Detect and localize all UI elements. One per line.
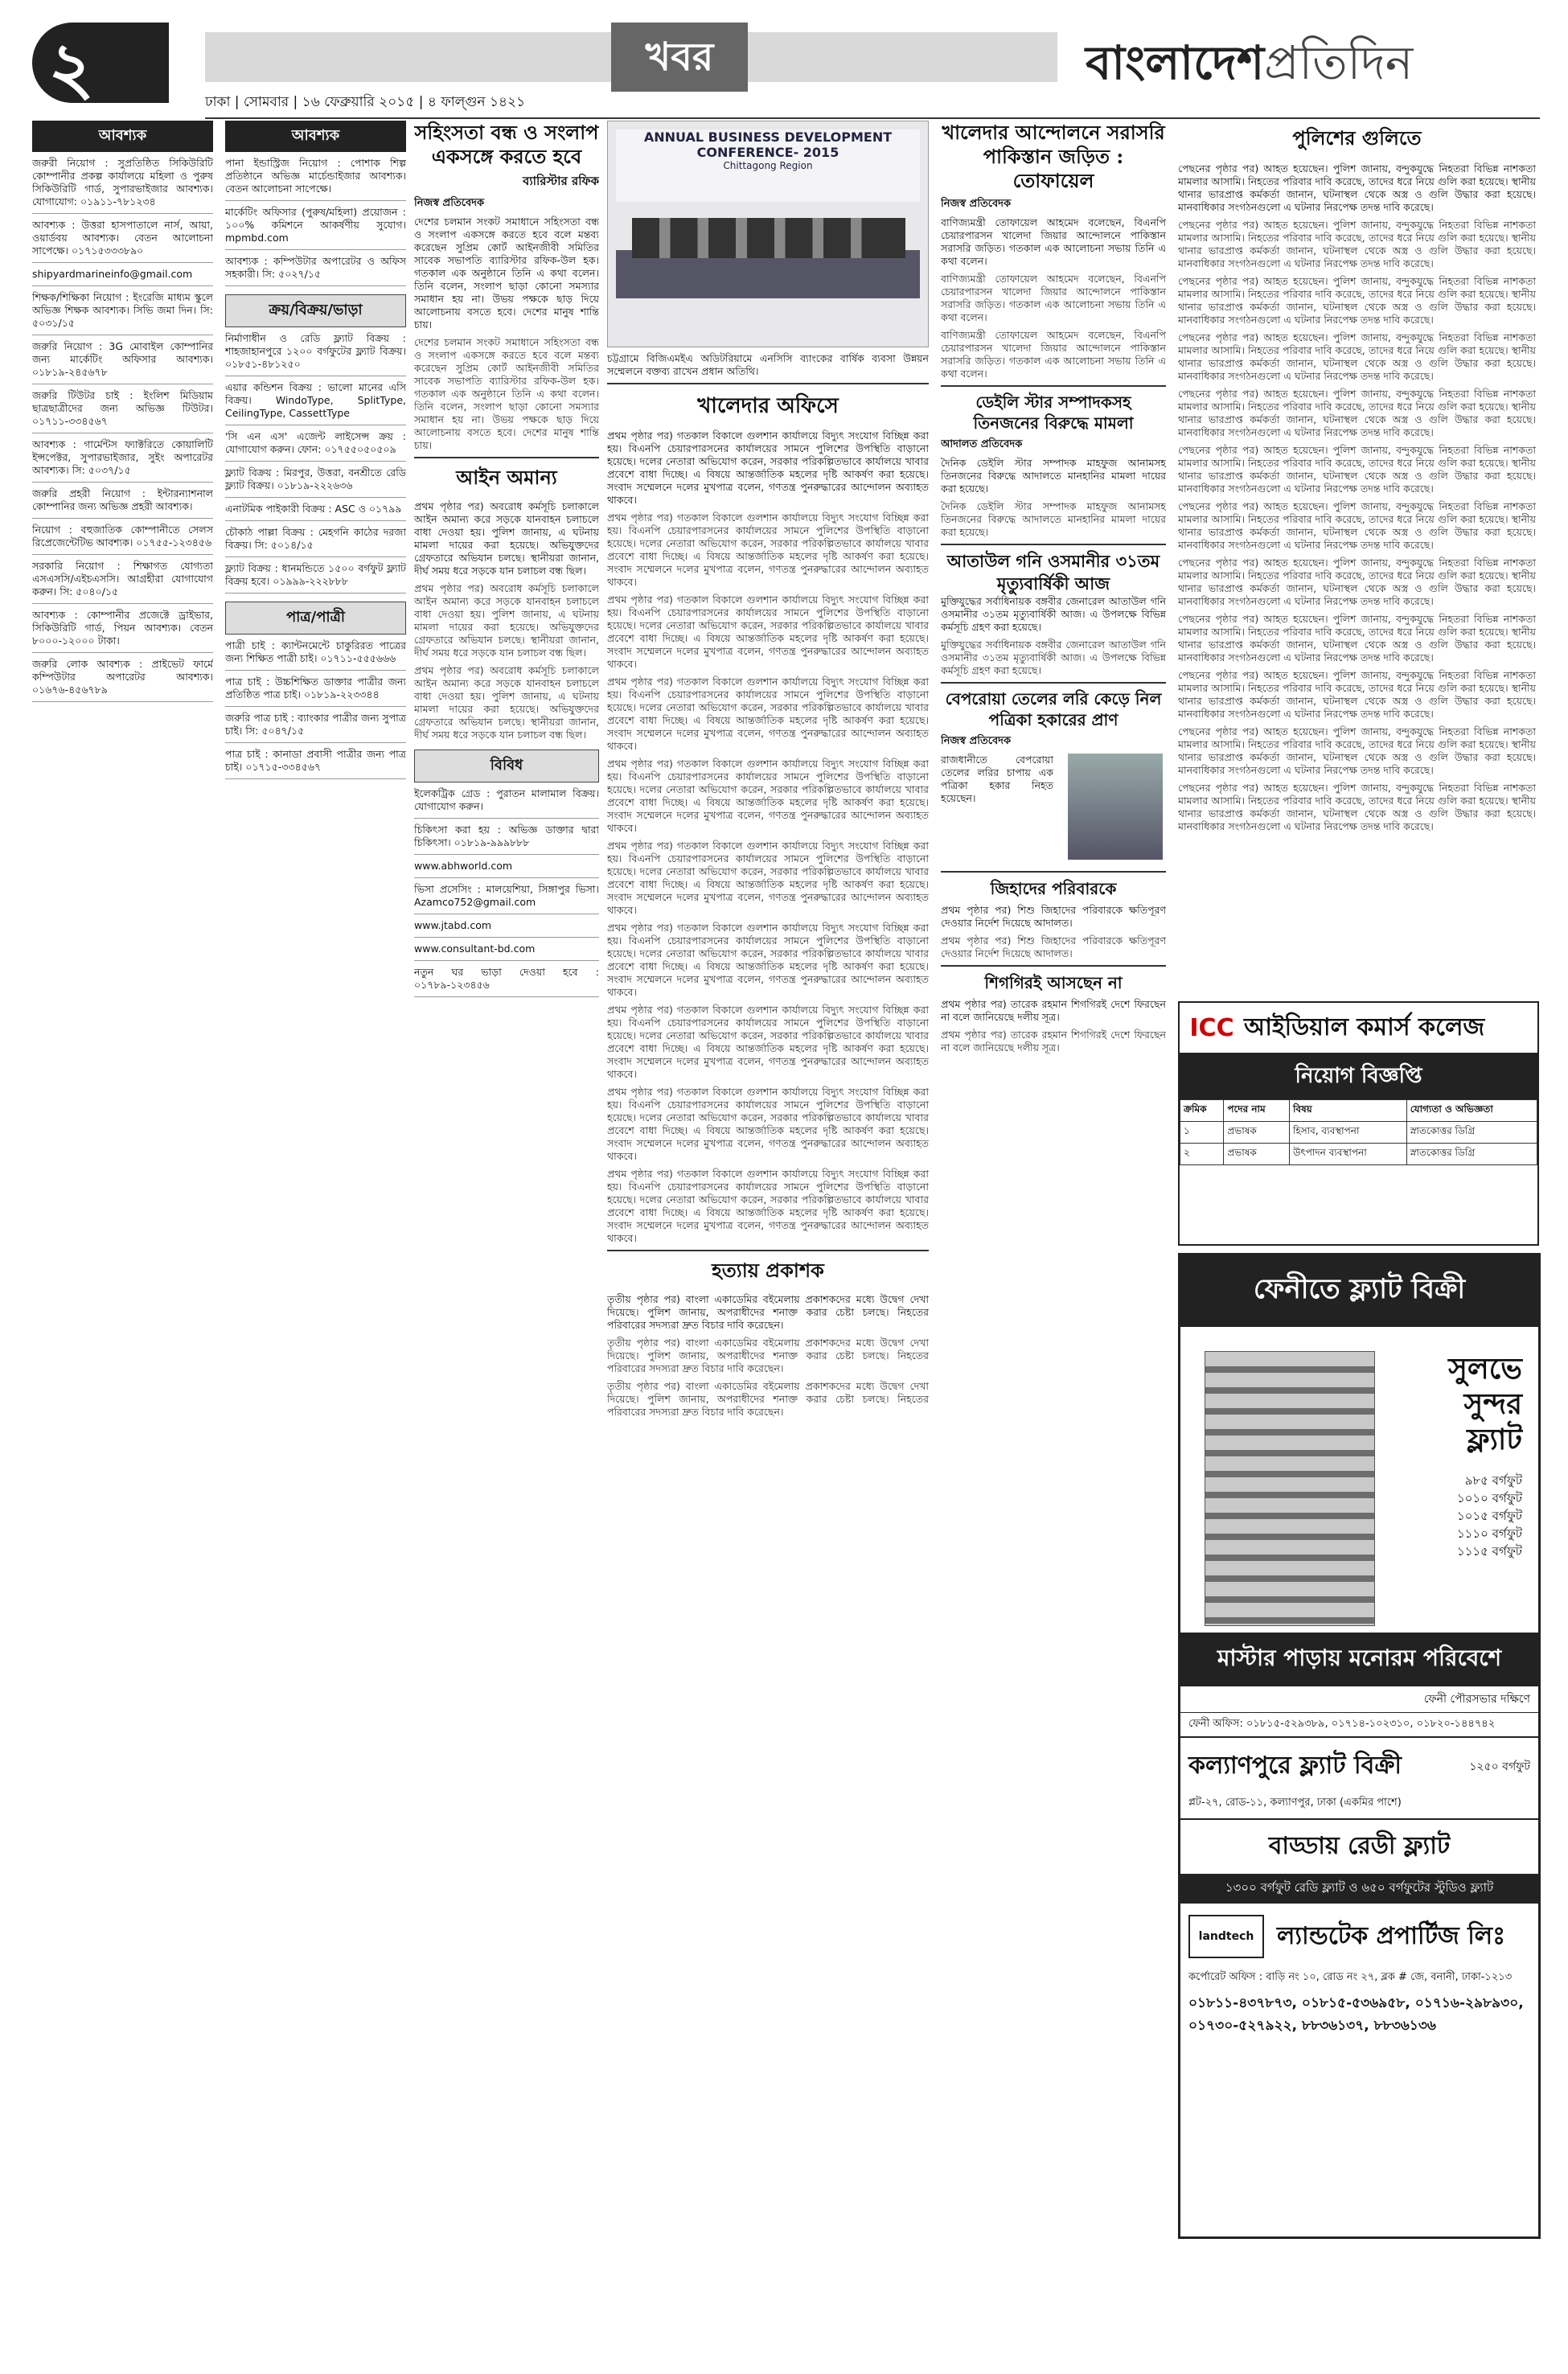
category-heading: আবশ্যক [225,121,406,152]
divider [414,818,599,819]
divider [225,742,406,743]
byline: নিজস্ব প্রতিবেদক [941,198,1012,210]
divider [607,383,929,384]
classified-ad: shipyardmarineinfo@gmail.com [32,268,193,280]
divider [414,877,599,878]
banner-line-2: CONFERENCE- 2015 [696,145,839,160]
feni-phone[interactable]: ফেনী অফিস: ০১৮১৫-৫২৯৩৮৯, ০১৭১৪-১০২৩১০, ০১৮২০-১৪৪৭৪২ [1180,1712,1538,1736]
headline-subtitle: ব্যারিস্টার রফিক [522,174,599,188]
classified-ad: ফ্ল্যাট বিক্রয় : মিরপুর, উত্তরা, বনশ্রীতে রেডি ফ্ল্যাট বিক্রয়। ০১৮১৯-২২২৬৩৬ [225,466,406,491]
article-body-continued: প্রথম পৃষ্ঠার পর) গতকাল বিকালে গুলশান কার্যালয়ে বিদ্যুৎ সংযোগ বিচ্ছিন্ন করা হয়। বিএনপি চেয়ারপারসনের কার্যালয়ের সামনে পুলিশের উপস্থিতি বাড়ানো হয়েছে। দলের নেতারা অভিযোগ করেন, সরকার পরিকল্পিতভাবে কার্যালয়ে খাবার প্রবেশে বাধা দিচ্ছে। এ বিষয়ে আন্তর্জাতিক মহলের দৃষ্টি আকর্ষণ করা হয়েছে। সংবাদ সম্মেলনে দলের মুখপাত্র বলেন, গণতন্ত্র পুনরুদ্ধারের আন্দোলন অব্যাহত থাকবে। [607,1086,929,1162]
divider [32,652,213,653]
dateline: ঢাকা | সোমবার | ১৬ ফেব্রুয়ারি ২০১৫ | ৪ ফাল্গুন ১৪২১ [205,92,1540,119]
headline-publisher[interactable]: হত্যায় প্রকাশক [712,1259,824,1282]
table-row [1180,1144,1537,1165]
flat-size: ১১১৫ বর্গফুট [1456,1544,1522,1559]
flat-size: ১০১৫ বর্গফুট [1456,1509,1522,1523]
article-body-continued: প্রথম পৃষ্ঠার পর) গতকাল বিকালে গুলশান কার্যালয়ে বিদ্যুৎ সংযোগ বিচ্ছিন্ন করা হয়। বিএনপি চেয়ারপারসনের কার্যালয়ের সামনে পুলিশের উপস্থিতি বাড়ানো হয়েছে। দলের নেতারা অভিযোগ করেন, সরকার পরিকল্পিতভাবে কার্যালয়ে খাবার প্রবেশে বাধা দিচ্ছে। এ বিষয়ে আন্তর্জাতিক মহলের দৃষ্টি আকর্ষণ করা হয়েছে। সংবাদ সম্মেলনে দলের মুখপাত্র বলেন, গণতন্ত্র পুনরুদ্ধারের আন্দোলন অব্যাহত থাকবে। [607,511,929,588]
divider [32,701,213,702]
headline-law[interactable]: আইন অমান্য [456,466,557,489]
tagline-2: সুন্দর [1463,1387,1522,1421]
divider [225,200,406,201]
classified-ad: শিক্ষক/শিক্ষিকা নিয়োগ : ইংরেজি মাধ্যম স্কুলে অভিজ্ঞ শিক্ষক আবশ্যক। সিভি জমা দিন। সি: ৫০৩১/১৫ [32,291,213,329]
headline-khaleda-office[interactable]: খালেদার অফিসে [697,394,839,418]
classifieds-column-2 [225,121,406,2364]
article-body-continued: প্রথম পৃষ্ঠার পর) গতকাল বিকালে গুলশান কার্যালয়ে বিদ্যুৎ সংযোগ বিচ্ছিন্ন করা হয়। বিএনপি চেয়ারপারসনের কার্যালয়ের সামনে পুলিশের উপস্থিতি বাড়ানো হয়েছে। দলের নেতারা অভিযোগ করেন, সরকার পরিকল্পিতভাবে কার্যালয়ে খাবার প্রবেশে বাধা দিচ্ছে। এ বিষয়ে আন্তর্জাতিক মহলের দৃষ্টি আকর্ষণ করা হয়েছে। সংবাদ সম্মেলনে দলের মুখপাত্র বলেন, গণতন্ত্র পুনরুদ্ধারের আন্দোলন অব্যাহত থাকবে। [607,922,929,998]
classified-ad: আবশ্যক : কম্পিউটার অপারেটর ও অফিস সহকারী। সি: ৫০২৭/১৫ [225,255,406,280]
headline-oil-lorry[interactable]: বেপরোয়া তেলের লরি কেড়ে নিল পত্রিকা হকারের প্রাণ [945,689,1162,729]
flat-size: ৯৮৫ বর্গফুট [1464,1473,1522,1488]
divider [225,520,406,521]
classifieds-column-1 [32,121,213,2364]
article-body: রাজধানীতে বেপরোয়া তেলের লরির চাপায় এক পত্রিকা হকার নিহত হয়েছেন। [941,754,1053,804]
kalyanpur-address: প্লট-২৭, রোড-১১, কল্যাণপুর, ঢাকা (একমির পাশে) [1188,1797,1402,1809]
article-body-continued: প্রথম পৃষ্ঠার পর) শিশু জিহাদের পরিবারকে ক্ষতিপূরণ দেওয়ার নির্দেশ দিয়েছে আদালত। [941,934,1166,959]
classified-list [225,157,406,286]
newspaper-brand[interactable] [1086,27,1536,92]
category-heading-buy-sell: ক্রয়/বিক্রয়/ভাড়া [225,294,406,327]
divider [32,518,213,519]
category-heading-misc: বিবিধ [414,750,599,782]
classified-ad: www.jtabd.com [414,919,492,931]
classified-ad: আবশ্যক : উত্তরা হাসপাতালে নার্স, আয়া, ওয়ার্ডবয় আবশ্যক। বেতন আলোচনা সাপেক্ষে। ০১৭১৫৩৩৩৮৯০ [32,219,213,257]
table-header-cell: ক্রমিক [1180,1100,1224,1122]
divider [414,960,599,961]
article-body-continued: প্রথম পৃষ্ঠার পর) গতকাল বিকালে গুলশান কার্যালয়ে বিদ্যুৎ সংযোগ বিচ্ছিন্ন করা হয়। বিএনপি চেয়ারপারসনের কার্যালয়ের সামনে পুলিশের উপস্থিতি বাড়ানো হয়েছে। দলের নেতারা অভিযোগ করেন, সরকার পরিকল্পিতভাবে কার্যালয়ে খাবার প্রবেশে বাধা দিচ্ছে। এ বিষয়ে আন্তর্জাতিক মহলের দৃষ্টি আকর্ষণ করা হয়েছে। সংবাদ সম্মেলনে দলের মুখপাত্র বলেন, গণতন্ত্র পুনরুদ্ধারের আন্দোলন অব্যাহত থাকবে। [607,1004,929,1080]
classified-ad: এনাটমিক পাইকারী বিক্রয় : ASC ও ০১৭৯৯ [225,503,402,515]
article-body-continued: পেছনের পৃষ্ঠার পর) আহত হয়েছেন। পুলিশ জানায়, বন্দুকযুদ্ধে নিহতরা বিভিন্ন নাশকতা মামলার আসামি। নিহতের পরিবার দাবি করেছে, তাদের ধরে নিয়ে গুলি করা হয়েছে। স্থানীয় থানার ভারপ্রাপ্ত কর্মকর্তা জানান, ঘটনাস্থল থেকে অস্ত্র ও গুলি উদ্ধার করা হয়েছে। মানবাধিকার সংগঠনগুলো এ ঘটনার নিরপেক্ষ তদন্ত দাবি করেছে। [1178,725,1536,776]
article-body-continued: পেছনের পৃষ্ঠার পর) আহত হয়েছেন। পুলিশ জানায়, বন্দুকযুদ্ধে নিহতরা বিভিন্ন নাশকতা মামলার আসামি। নিহতের পরিবার দাবি করেছে, তাদের ধরে নিয়ে গুলি করা হয়েছে। স্থানীয় থানার ভারপ্রাপ্ত কর্মকর্তা জানান, ঘটনাস্থল থেকে অস্ত্র ও গুলি উদ্ধার করা হয়েছে। মানবাধিকার সংগঠনগুলো এ ঘটনার নিরপেক্ষ তদন্ত দাবি করেছে। [1178,219,1536,269]
article-body-continued: পেছনের পৃষ্ঠার পর) আহত হয়েছেন। পুলিশ জানায়, বন্দুকযুদ্ধে নিহতরা বিভিন্ন নাশকতা মামলার আসামি। নিহতের পরিবার দাবি করেছে, তাদের ধরে নিয়ে গুলি করা হয়েছে। স্থানীয় থানার ভারপ্রাপ্ত কর্মকর্তা জানান, ঘটনাস্থল থেকে অস্ত্র ও গুলি উদ্ধার করা হয়েছে। মানবাধিকার সংগঠনগুলো এ ঘটনার নিরপেক্ষ তদন্ত দাবি করেছে। [1178,388,1536,438]
classified-list [225,639,406,779]
article-body-continued: বাণিজ্যমন্ত্রী তোফায়েল আহমেদ বলেছেন, বিএনপি চেয়ারপারসন খালেদা জিয়ার আন্দোলনে পাকিস্তান সরাসরি জড়িত। গতকাল এক আলোচনা সভায় তিনি এ কথা বলেন। [941,273,1166,323]
article-body-continued: দেশের চলমান সংকট সমাধানে সহিংসতা বন্ধ ও সংলাপ একসঙ্গে করতে হবে বলে মন্তব্য করেছেন সুপ্রিম কোর্ট আইনজীবী সমিতির সাবেক সভাপতি ব্যারিস্টার রফিক-উল হক। গতকাল এক অনুষ্ঠানে তিনি এ কথা বলেন। তিনি বলেন, সংলাপ ছাড়া কোনো সমস্যার সমাধান হয় না। উভয় পক্ষকে ছাড় দিয়ে আলোচনায় বসতে হবে। দেশের মানুষ শান্তি চায়। [414,336,599,451]
kalyanpur-size: ১২৫০ বর্গফুট [1469,1760,1530,1773]
flat-size: ১০১০ বর্গফুট [1456,1491,1522,1505]
table-header-cell: বিষয় [1289,1100,1406,1122]
news-column-3 [414,121,599,2364]
article-body: তৃতীয় পৃষ্ঠার পর) বাংলা একাডেমির বইমেলায় প্রকাশকদের মধ্যে উদ্বেগ দেখা দিয়েছে। পুলিশ জানায়, অপরাধীদের শনাক্ত করার চেষ্টা চলছে। নিহতের পরিবারের সদস্যরা দ্রুত বিচার দাবি করেছেন। [607,1293,929,1331]
classified-ad: জরুরি পাত্র চাই : ব্যাংকার পাত্রীর জন্য সুপাত্র চাই। সি: ৫০৪৭/১৫ [225,712,406,737]
article-body: মুক্তিযুদ্ধের সর্বাধিনায়ক বঙ্গবীর জেনারেল আতাউল গনি ওসমানীর ৩১তম মৃত্যুবার্ষিকী আজ। এ উপলক্ষে বিভিন্ন কর্মসূচি গ্রহণ করা হয়েছে। [941,595,1166,633]
classified-ad: জরুরী নিয়োগ : সুপ্রতিষ্ঠিত সিকিউরিটি কোম্পানীর প্রকল্প কার্যালয়ে মহিলা ও পুরুষ সিকিউরিটি গার্ড, সুপারভাইজার আবশ্যক। যোগাযোগ: ০১৯১১-৭৮১২৩৪ [32,157,213,207]
divider [941,544,1166,545]
article-body-continued: প্রথম পৃষ্ঠার পর) গতকাল বিকালে গুলশান কার্যালয়ে বিদ্যুৎ সংযোগ বিচ্ছিন্ন করা হয়। বিএনপি চেয়ারপারসনের কার্যালয়ের সামনে পুলিশের উপস্থিতি বাড়ানো হয়েছে। দলের নেতারা অভিযোগ করেন, সরকার পরিকল্পিতভাবে কার্যালয়ে খাবার প্রবেশে বাধা দিচ্ছে। এ বিষয়ে আন্তর্জাতিক মহলের দৃষ্টি আকর্ষণ করা হয়েছে। সংবাদ সম্মেলনে দলের মুখপাত্র বলেন, গণতন্ত্র পুনরুদ্ধারের আন্দোলন অব্যাহত থাকবে। [607,594,929,670]
landtech-name: ল্যান্ডটেক প্রপার্টিজ লিঃ [1277,1921,1506,1950]
divider [225,461,406,462]
table-cell: উৎপাদন ব্যবস্থাপনা [1289,1144,1406,1165]
table-cell: ১ [1180,1122,1224,1144]
table-cell: ২ [1180,1144,1224,1165]
byline: নিজস্ব প্রতিবেদক [414,197,485,209]
divider [225,285,406,286]
news-column-4 [607,121,929,2364]
classified-ad: নিয়োগ : বহুজাতিক কোম্পানীতে সেলস রিপ্রেজেন্টেটিভ আবশ্যক। ০১৭৫৫-১২৩৪৫৬ [32,524,213,548]
article-body-continued: প্রথম পৃষ্ঠার পর) অবরোধ কর্মসূচি চলাকালে আইন অমান্য করে সড়কে যানবাহন চলাচলে বাধা দেওয়া হয়। পুলিশ জানায়, এ ঘটনায় মামলা দায়ের করা হয়েছে। অভিযুক্তদের গ্রেফতারে অভিযান চলছে। স্থানীয়রা জানান, দীর্ঘ সময় ধরে সড়কে যান চলাচল বন্ধ ছিল। [414,664,599,741]
classified-ad: পাত্র চাই : উচ্চশিক্ষিত ডাক্তার পাত্রীর জন্য প্রতিষ্ঠিত পাত্র চাই। ০১৮১৯-২২৩৩৪৪ [225,676,406,700]
brand-part-1: বাংলাদেশ [1086,35,1265,90]
divider [32,554,213,555]
vacancy-table [1180,1099,1537,1165]
victim-photo [1068,754,1163,860]
page-number: ২ [48,26,95,109]
feni-location: মাস্টার পাড়ায় মনোরম পরিবেশে [1180,1633,1538,1686]
table-header-cell: পদের নাম [1224,1100,1290,1122]
kalyanpur-title: কল্যাণপুরে ফ্ল্যাট বিক্রী [1188,1752,1402,1780]
flat-size-list [1457,1472,1522,1560]
tagline-3: ফ্ল্যাট [1467,1423,1522,1456]
headline-tarique[interactable]: শিগগিরই আসছেন না [984,973,1123,992]
recruitment-notice-title: নিয়োগ বিজ্ঞপ্তি [1180,1054,1537,1099]
banner-line-1: ANNUAL BUSINESS DEVELOPMENT [643,129,893,145]
classified-ad: আবশ্যক : কোম্পানীর প্রজেক্টে ড্রাইভার, সিকিউরিটি গার্ড, পিয়ন আবশ্যক। বেতন ৮০০০-১২০০০ টাকা। [32,609,213,647]
byline: আদালত প্রতিবেদক [941,438,1023,450]
feni-ad-title: ফেনীতে ফ্ল্যাট বিক্রী [1180,1255,1538,1327]
article-body-continued: পেছনের পৃষ্ঠার পর) আহত হয়েছেন। পুলিশ জানায়, বন্দুকযুদ্ধে নিহতরা বিভিন্ন নাশকতা মামলার আসামি। নিহতের পরিবার দাবি করেছে, তাদের ধরে নিয়ে গুলি করা হয়েছে। স্থানীয় থানার ভারপ্রাপ্ত কর্মকর্তা জানান, ঘটনাস্থল থেকে অস্ত্র ও গুলি উদ্ধার করা হয়েছে। মানবাধিকার সংগঠনগুলো এ ঘটনার নিরপেক্ষ তদন্ত দাবি করেছে। [1178,557,1536,607]
headline-osmani[interactable]: আতাউল গনি ওসমানীর ৩১তম মৃত্যুবার্ষিকী আজ [946,551,1160,594]
panel-members [632,218,905,258]
divider [32,603,213,604]
conference-photo [607,121,929,347]
classified-list [414,787,599,997]
classified-ad: নতুন ঘর ভাড়া দেওয়া হবে : ০১৭৮৯-১২৩৪৫৬ [414,966,599,991]
classified-ad: 'সি এন এস' এজেন্ট লাইসেন্স ক্রয় : যোগাযোগ করুন। ফোন: ০১৭৫৫০৫০৫০৯ [225,430,406,455]
classified-ad: জরুরি প্রহরী নিয়োগ : ইন্টারন্যাশনাল কোম্পানির জন্য অভিজ্ঞ প্রহরী আবশ্যক। [32,487,213,512]
article-body-continued: তৃতীয় পৃষ্ঠার পর) বাংলা একাডেমির বইমেলায় প্রকাশকদের মধ্যে উদ্বেগ দেখা দিয়েছে। পুলিশ জানায়, অপরাধীদের শনাক্ত করার চেষ্টা চলছে। নিহতের পরিবারের সদস্যরা দ্রুত বিচার দাবি করেছেন। [607,1337,929,1374]
article-body-continued: পেছনের পৃষ্ঠার পর) আহত হয়েছেন। পুলিশ জানায়, বন্দুকযুদ্ধে নিহতরা বিভিন্ন নাশকতা মামলার আসামি। নিহতের পরিবার দাবি করেছে, তাদের ধরে নিয়ে গুলি করা হয়েছে। স্থানীয় থানার ভারপ্রাপ্ত কর্মকর্তা জানান, ঘটনাস্থল থেকে অস্ত্র ও গুলি উদ্ধার করা হয়েছে। মানবাধিকার সংগঠনগুলো এ ঘটনার নিরপেক্ষ তদন্ত দাবি করেছে। [1178,782,1536,832]
brand-part-2: প্রতিদিন [1264,35,1414,90]
divider [941,682,1166,684]
headline-tofail[interactable]: খালেদার আন্দোলনে সরাসরি পাকিস্তান জড়িত : তোফায়েল [942,121,1165,192]
divider [414,996,599,997]
divider [225,593,406,594]
section-title: খবর [611,23,748,92]
article-body-continued: প্রথম পৃষ্ঠার পর) গতকাল বিকালে গুলশান কার্যালয়ে বিদ্যুৎ সংযোগ বিচ্ছিন্ন করা হয়। বিএনপি চেয়ারপারসনের কার্যালয়ের সামনে পুলিশের উপস্থিতি বাড়ানো হয়েছে। দলের নেতারা অভিযোগ করেন, সরকার পরিকল্পিতভাবে কার্যালয়ে খাবার প্রবেশে বাধা দিচ্ছে। এ বিষয়ে আন্তর্জাতিক মহলের দৃষ্টি আকর্ষণ করা হয়েছে। সংবাদ সম্মেলনে দলের মুখপাত্র বলেন, গণতন্ত্র পুনরুদ্ধারের আন্দোলন অব্যাহত থাকবে। [607,1168,929,1244]
classified-list [32,157,213,702]
divider [941,871,1166,873]
divider [32,213,213,214]
table-cell: প্রভাষক [1224,1144,1290,1165]
classified-ad: পাত্র চাই : কানাডা প্রবাসী পাত্রীর জন্য পাত্র চাই। ০১৭১৫-৩৩৪৫৬৭ [225,748,406,773]
masthead [0,0,1568,110]
article-body: বাণিজ্যমন্ত্রী তোফায়েল আহমেদ বলেছেন, বিএনপি চেয়ারপারসন খালেদা জিয়ার আন্দোলনে পাকিস্তান সরাসরি জড়িত। গতকাল এক আলোচনা সভায় তিনি এ কথা বলেন। [941,216,1166,267]
article-body-continued: প্রথম পৃষ্ঠার পর) গতকাল বিকালে গুলশান কার্যালয়ে বিদ্যুৎ সংযোগ বিচ্ছিন্ন করা হয়। বিএনপি চেয়ারপারসনের কার্যালয়ের সামনে পুলিশের উপস্থিতি বাড়ানো হয়েছে। দলের নেতারা অভিযোগ করেন, সরকার পরিকল্পিতভাবে কার্যালয়ে খাবার প্রবেশে বাধা দিচ্ছে। এ বিষয়ে আন্তর্জাতিক মহলের দৃষ্টি আকর্ষণ করা হয়েছে। সংবাদ সম্মেলনে দলের মুখপাত্র বলেন, গণতন্ত্র পুনরুদ্ধারের আন্দোলন অব্যাহত থাকবে। [607,840,929,916]
divider [414,937,599,938]
flat-size: ১১১০ বর্গফুট [1456,1526,1522,1541]
baddha-sub: ১৩০০ বর্গফুট রেডি ফ্ল্যাট ও ৬৫০ বর্গফুটের স্টুডিও ফ্ল্যাট [1180,1874,1538,1904]
baddha-title: বাড্ডায় রেডী ফ্ল্যাট [1180,1818,1538,1874]
article-body-continued: দৈনিক ডেইলি স্টার সম্পাদক মাহফুজ আনামসহ তিনজনের বিরুদ্ধে আদালতে মানহানির মামলা দায়ের করা হয়েছে। [941,500,1166,538]
article-body-continued: পেছনের পৃষ্ঠার পর) আহত হয়েছেন। পুলিশ জানায়, বন্দুকযুদ্ধে নিহতরা বিভিন্ন নাশকতা মামলার আসামি। নিহতের পরিবার দাবি করেছে, তাদের ধরে নিয়ে গুলি করা হয়েছে। স্থানীয় থানার ভারপ্রাপ্ত কর্মকর্তা জানান, ঘটনাস্থল থেকে অস্ত্র ও গুলি উদ্ধার করা হয়েছে। মানবাধিকার সংগঠনগুলো এ ঘটনার নিরপেক্ষ তদন্ত দাবি করেছে। [1178,669,1536,720]
divider [32,482,213,483]
photo-caption: চট্টগ্রামে বিজিএমইএ অডিটরিয়ামে এনসিসি ব্যাংকের বার্ষিক ব্যবসা উন্নয়ন সম্মেলনে বক্তব্য রাখেন প্রধান অতিথি। [607,352,929,377]
college-name: আইডিয়াল কমার্স কলেজ [1244,1012,1485,1041]
divider [32,285,213,286]
article-body: দেশের চলমান সংকট সমাধানে সহিংসতা বন্ধ ও সংলাপ একসঙ্গে করতে হবে বলে মন্তব্য করেছেন সুপ্রিম কোর্ট আইনজীবী সমিতির সাবেক সভাপতি ব্যারিস্টার রফিক-উল হক। গতকাল এক অনুষ্ঠানে তিনি এ কথা বলেন। তিনি বলেন, সংলাপ ছাড়া কোনো সমস্যার সমাধান হয় না। উভয় পক্ষকে ছাড় দিয়ে আলোচনায় বসতে হবে। দেশের মানুষ শান্তি চায়। [414,216,599,331]
divider [225,706,406,707]
table-cell: হিসাব, ব্যবস্থাপনা [1289,1122,1406,1144]
classified-ad: মার্কেটিং অফিসার (পুরুষ/মহিলা) প্রয়োজন : ১০০% কমিশনে আকর্ষণীয় সুযোগ। mpmbd.com [225,206,406,244]
table-cell: স্নাতকোত্তর ডিগ্রি [1406,1122,1537,1144]
article-body: প্রথম পৃষ্ঠার পর) গতকাল বিকালে গুলশান কার্যালয়ে বিদ্যুৎ সংযোগ বিচ্ছিন্ন করা হয়। বিএনপি চেয়ারপারসনের কার্যালয়ের সামনে পুলিশের উপস্থিতি বাড়ানো হয়েছে। দলের নেতারা অভিযোগ করেন, সরকার পরিকল্পিতভাবে কার্যালয়ে খাবার প্রবেশে বাধা দিচ্ছে। এ বিষয়ে আন্তর্জাতিক মহলের দৃষ্টি আকর্ষণ করা হয়েছে। সংবাদ সম্মেলনে দলের মুখপাত্র বলেন, গণতন্ত্র পুনরুদ্ধারের আন্দোলন অব্যাহত থাকবে। [607,429,929,506]
article-body-continued: পেছনের পৃষ্ঠার পর) আহত হয়েছেন। পুলিশ জানায়, বন্দুকযুদ্ধে নিহতরা বিভিন্ন নাশকতা মামলার আসামি। নিহতের পরিবার দাবি করেছে, তাদের ধরে নিয়ে গুলি করা হয়েছে। স্থানীয় থানার ভারপ্রাপ্ত কর্মকর্তা জানান, ঘটনাস্থল থেকে অস্ত্র ও গুলি উদ্ধার করা হয়েছে। মানবাধিকার সংগঠনগুলো এ ঘটনার নিরপেক্ষ তদন্ত দাবি করেছে। [1178,444,1536,495]
article-body-continued: পেছনের পৃষ্ঠার পর) আহত হয়েছেন। পুলিশ জানায়, বন্দুকযুদ্ধে নিহতরা বিভিন্ন নাশকতা মামলার আসামি। নিহতের পরিবার দাবি করেছে, তাদের ধরে নিয়ে গুলি করা হয়েছে। স্থানীয় থানার ভারপ্রাপ্ত কর্মকর্তা জানান, ঘটনাস্থল থেকে অস্ত্র ও গুলি উদ্ধার করা হয়েছে। মানবাধিকার সংগঠনগুলো এ ঘটনার নিরপেক্ষ তদন্ত দাবি করেছে। [1178,613,1536,663]
category-heading: আবশ্যক [32,121,213,152]
article-body-continued: পেছনের পৃষ্ঠার পর) আহত হয়েছেন। পুলিশ জানায়, বন্দুকযুদ্ধে নিহতরা বিভিন্ন নাশকতা মামলার আসামি। নিহতের পরিবার দাবি করেছে, তাদের ধরে নিয়ে গুলি করা হয়েছে। স্থানীয় থানার ভারপ্রাপ্ত কর্মকর্তা জানান, ঘটনাস্থল থেকে অস্ত্র ও গুলি উদ্ধার করা হয়েছে। মানবাধিকার সংগঠনগুলো এ ঘটনার নিরপেক্ষ তদন্ত দাবি করেছে। [1178,331,1536,382]
article-body-continued: প্রথম পৃষ্ঠার পর) গতকাল বিকালে গুলশান কার্যালয়ে বিদ্যুৎ সংযোগ বিচ্ছিন্ন করা হয়। বিএনপি চেয়ারপারসনের কার্যালয়ের সামনে পুলিশের উপস্থিতি বাড়ানো হয়েছে। দলের নেতারা অভিযোগ করেন, সরকার পরিকল্পিতভাবে কার্যালয়ে খাবার প্রবেশে বাধা দিচ্ছে। এ বিষয়ে আন্তর্জাতিক মহলের দৃষ্টি আকর্ষণ করা হয়েছে। সংবাদ সম্মেলনে দলের মুখপাত্র বলেন, গণতন্ত্র পুনরুদ্ধারের আন্দোলন অব্যাহত থাকবে। [607,676,929,752]
classified-ad: ফ্ল্যাট বিক্রয় : ধানমন্ডিতে ১৫০০ বর্গফুট ফ্ল্যাট বিক্রয় হবে। ০১৯৯৯-২২২৮৮৮ [225,562,406,587]
divider [225,249,406,250]
ad-ideal-commerce-college[interactable] [1178,1001,1539,1246]
classified-ad: www.abhworld.com [414,860,513,872]
article-body: প্রথম পৃষ্ঠার পর) শিশু জিহাদের পরিবারকে ক্ষতিপূরণ দেওয়ার নির্দেশ দিয়েছে আদালত। [941,904,1166,929]
article-body: প্রথম পৃষ্ঠার পর) তারেক রহমান শিগগিরই দেশে ফিরছেন না বলে জানিয়েছে দলীয় সূত্র। [941,998,1166,1023]
divider [414,854,599,855]
article-body-continued: প্রথম পৃষ্ঠার পর) গতকাল বিকালে গুলশান কার্যালয়ে বিদ্যুৎ সংযোগ বিচ্ছিন্ন করা হয়। বিএনপি চেয়ারপারসনের কার্যালয়ের সামনে পুলিশের উপস্থিতি বাড়ানো হয়েছে। দলের নেতারা অভিযোগ করেন, সরকার পরিকল্পিতভাবে কার্যালয়ে খাবার প্রবেশে বাধা দিচ্ছে। এ বিষয়ে আন্তর্জাতিক মহলের দৃষ্টি আকর্ষণ করা হয়েছে। সংবাদ সম্মেলনে দলের মুখপাত্র বলেন, গণতন্ত্র পুনরুদ্ধারের আন্দোলন অব্যাহত থাকবে। [607,758,929,834]
article-body: প্রথম পৃষ্ঠার পর) অবরোধ কর্মসূচি চলাকালে আইন অমান্য করে সড়কে যানবাহন চলাচলে বাধা দেওয়া হয়। পুলিশ জানায়, এ ঘটনায় মামলা দায়ের করা হয়েছে। অভিযুক্তদের গ্রেফতারে অভিযান চলছে। স্থানীয়রা জানান, দীর্ঘ সময় ধরে সড়কে যান চলাচল বন্ধ ছিল। [414,500,599,577]
tagline-1: সুলভে [1448,1352,1522,1386]
classified-ad: সরকারি নিয়োগ : শিক্ষাগত যোগ্যতা এসএসসি/এইচএসসি। আগ্রহীরা যোগাযোগ করুন। সি: ৫০৪০/১৫ [32,560,213,598]
classified-ad: জরুরি লোক আবশ্যক : প্রাইভেট ফার্মে কম্পিউটার অপারেটর আবশ্যক। ০১৬৭৬-৪৫৬৭৮৯ [32,658,213,696]
table-cell: স্নাতকোত্তর ডিগ্রি [1406,1144,1537,1165]
divider [941,385,1166,387]
article-body-continued: বাণিজ্যমন্ত্রী তোফায়েল আহমেদ বলেছেন, বিএনপি চেয়ারপারসন খালেদা জিয়ার আন্দোলনে পাকিস্তান সরাসরি জড়িত। গতকাল এক আলোচনা সভায় তিনি এ কথা বলেন। [941,329,1166,380]
landtech-phone[interactable]: ০১৮১১-৪৩৭৮৭৩, ০১৮১৫-৫৩৬৯৫৮, ০১৭১৬-২৯৮৯৩০, ০১৭৩০-৫২৭৯২২, ৮৮৩৬১৩৭, ৮৮৩৬১৩৬ [1188,1995,1524,2034]
banner-line-3: Chittagong Region [723,160,813,171]
classified-ad: এয়ার কন্ডিশন বিক্রয় : ভালো মানের এসি বিক্রয়। WindoType, SplitType, CeilingType, CassettType [225,381,406,419]
divider [32,262,213,263]
building-illustration [1205,1351,1375,1626]
divider [225,778,406,779]
article-body: পেছনের পৃষ্ঠার পর) আহত হয়েছেন। পুলিশ জানায়, বন্দুকযুদ্ধে নিহতরা বিভিন্ন নাশকতা মামলার আসামি। নিহতের পরিবার দাবি করেছে, তাদের ধরে নিয়ে গুলি করা হয়েছে। স্থানীয় থানার ভারপ্রাপ্ত কর্মকর্তা জানান, ঘটনাস্থল থেকে অস্ত্র ও গুলি উদ্ধার করা হয়েছে। মানবাধিকার সংগঠনগুলো এ ঘটনার নিরপেক্ষ তদন্ত দাবি করেছে। [1178,162,1536,213]
classified-ad: আবশ্যক : গার্মেন্টস ফ্যাক্টরিতে কোয়ালিটি ইন্সপেক্টর, সুপারভাইজার, সুইং অপারেটর আবশ্যক। সি: ৫০৩৭/১৫ [32,438,213,476]
classified-ad: চৌকাঠ পাল্লা বিক্রয় : মেহগনি কাঠের দরজা বিক্রয়। সি: ৫০১৪/১৫ [225,526,406,551]
divider [414,457,599,458]
classified-ad: www.consultant-bd.com [414,943,536,955]
news-column-5 [941,121,1166,2364]
article-body-continued: প্রথম পৃষ্ঠার পর) তারেক রহমান শিগগিরই দেশে ফিরছেন না বলে জানিয়েছে দলীয় সূত্র। [941,1029,1166,1054]
article-body-continued: প্রথম পৃষ্ঠার পর) অবরোধ কর্মসূচি চলাকালে আইন অমান্য করে সড়কে যানবাহন চলাচলে বাধা দেওয়া হয়। পুলিশ জানায়, এ ঘটনায় মামলা দায়ের করা হয়েছে। অভিযুক্তদের গ্রেফতারে অভিযান চলছে। স্থানীয়রা জানান, দীর্ঘ সময় ধরে সড়কে যান চলাচল বন্ধ ছিল। [414,582,599,659]
table-header-cell: যোগ্যতা ও অভিজ্ঞতা [1406,1100,1537,1122]
divider [225,670,406,671]
divider [941,965,1166,967]
headline-jihad[interactable]: জিহাদের পরিবারকে [990,879,1117,898]
feni-sub: ফেনী পৌরসভার দক্ষিণে [1423,1693,1530,1706]
classified-list [225,332,406,594]
divider [225,497,406,498]
classified-ad: ভিসা প্রসেসিং : মালয়েশিয়া, সিঙ্গাপুর ভিসা। Azamco752@gmail.com [414,883,599,908]
classified-ad: নির্মাণাধীন ও রেডি ফ্ল্যাট বিক্রয় : শাহজাহানপুরে ১২০০ বর্গফুটের ফ্ল্যাট বিক্রয়। ০১৮৫১-৪৮১২৫০ [225,332,406,370]
headline-police-firing[interactable]: পুলিশের গুলিতে [1292,126,1422,150]
article-body-continued: পেছনের পৃষ্ঠার পর) আহত হয়েছেন। পুলিশ জানায়, বন্দুকযুদ্ধে নিহতরা বিভিন্ন নাশকতা মামলার আসামি। নিহতের পরিবার দাবি করেছে, তাদের ধরে নিয়ে গুলি করা হয়েছে। স্থানীয় থানার ভারপ্রাপ্ত কর্মকর্তা জানান, ঘটনাস্থল থেকে অস্ত্র ও গুলি উদ্ধার করা হয়েছে। মানবাধিকার সংগঠনগুলো এ ঘটনার নিরপেক্ষ তদন্ত দাবি করেছে। [1178,275,1536,326]
college-logo: ICC [1189,1013,1234,1042]
classified-ad: পাত্রী চাই : ক্যান্টনমেন্টে চাকুরিরত পাত্রের জন্য শিক্ষিত পাত্রী চাই। ০১৭১১-৫৫৫৬৬৬ [225,639,406,664]
article-body: দৈনিক ডেইলি স্টার সম্পাদক মাহফুজ আনামসহ তিনজনের বিরুদ্ধে আদালতে মানহানির মামলা দায়ের করা হয়েছে। [941,457,1166,495]
byline: নিজস্ব প্রতিবেদক [941,735,1012,747]
landtech-logo: landtech [1188,1915,1264,1958]
article-body-continued: পেছনের পৃষ্ঠার পর) আহত হয়েছেন। পুলিশ জানায়, বন্দুকযুদ্ধে নিহতরা বিভিন্ন নাশকতা মামলার আসামি। নিহতের পরিবার দাবি করেছে, তাদের ধরে নিয়ে গুলি করা হয়েছে। স্থানীয় থানার ভারপ্রাপ্ত কর্মকর্তা জানান, ঘটনাস্থল থেকে অস্ত্র ও গুলি উদ্ধার করা হয়েছে। মানবাধিকার সংগঠনগুলো এ ঘটনার নিরপেক্ষ তদন্ত দাবি করেছে। [1178,500,1536,551]
landtech-address: কর্পোরেট অফিস : বাড়ি নং ১০, রোড নং ২৭, ব্লক # জে, বনানী, ঢাকা-১২১৩ [1188,1971,1513,1983]
classified-ad: চিকিৎসা করা হয় : অভিজ্ঞ ডাক্তার দ্বারা চিকিৎসা। ০১৮১৯-৯৯৯৮৮৮ [414,824,599,848]
ad-landtech-flats[interactable] [1178,1253,1541,2239]
classified-ad: জরুরি টিউটর চাই : ইংলিশ মিডিয়াম ছাত্রছাত্রীদের জন্য অভিজ্ঞ টিউটর। ০১৭১১-৩৩৪৫৬৭ [32,389,213,427]
headline-dialogue[interactable]: সহিংসতা বন্ধ ও সংলাপ একসঙ্গে করতে হবে [414,121,599,168]
classified-ad: ইলেকট্রিক গ্রেড : পুরাতন মালামাল বিক্রয়। যোগাযোগ করুন। [414,787,599,812]
news-column-6 [1178,121,1536,989]
table-row [1180,1122,1537,1144]
article-body-continued: তৃতীয় পৃষ্ঠার পর) বাংলা একাডেমির বইমেলায় প্রকাশকদের মধ্যে উদ্বেগ দেখা দিয়েছে। পুলিশ জানায়, অপরাধীদের শনাক্ত করার চেষ্টা চলছে। নিহতের পরিবারের সদস্যরা দ্রুত বিচার দাবি করেছেন। [607,1380,929,1418]
classified-ad: পানা ইন্ডাস্ট্রিজ নিয়োগ : পোশাক শিল্প প্রতিষ্ঠানে অভিজ্ঞ মার্চেন্ডাইজার আবশ্যক। বেতন আলোচনা সাপেক্ষে। [225,157,406,195]
conference-banner [616,129,920,202]
category-heading-matrimony: পাত্র/পাত্রী [225,602,406,635]
article-body-continued: মুক্তিযুদ্ধের সর্বাধিনায়ক বঙ্গবীর জেনারেল আতাউল গনি ওসমানীর ৩১তম মৃত্যুবার্ষিকী আজ। এ উপলক্ষে বিভিন্ন কর্মসূচি গ্রহণ করা হয়েছে। [941,639,1166,676]
table-cell: প্রভাষক [1224,1122,1290,1144]
divider [607,1250,929,1251]
classified-ad: জরুরি নিয়োগ : 3G মোবাইল কোম্পানির জন্য মার্কেটিং অফিসার আবশ্যক। ০১৮১৯-২৪৫৬৭৮ [32,340,213,378]
headline-daily-star[interactable]: ডেইলি স্টার সম্পাদকসহ তিনজনের বিরুদ্ধে মামলা [973,392,1134,433]
